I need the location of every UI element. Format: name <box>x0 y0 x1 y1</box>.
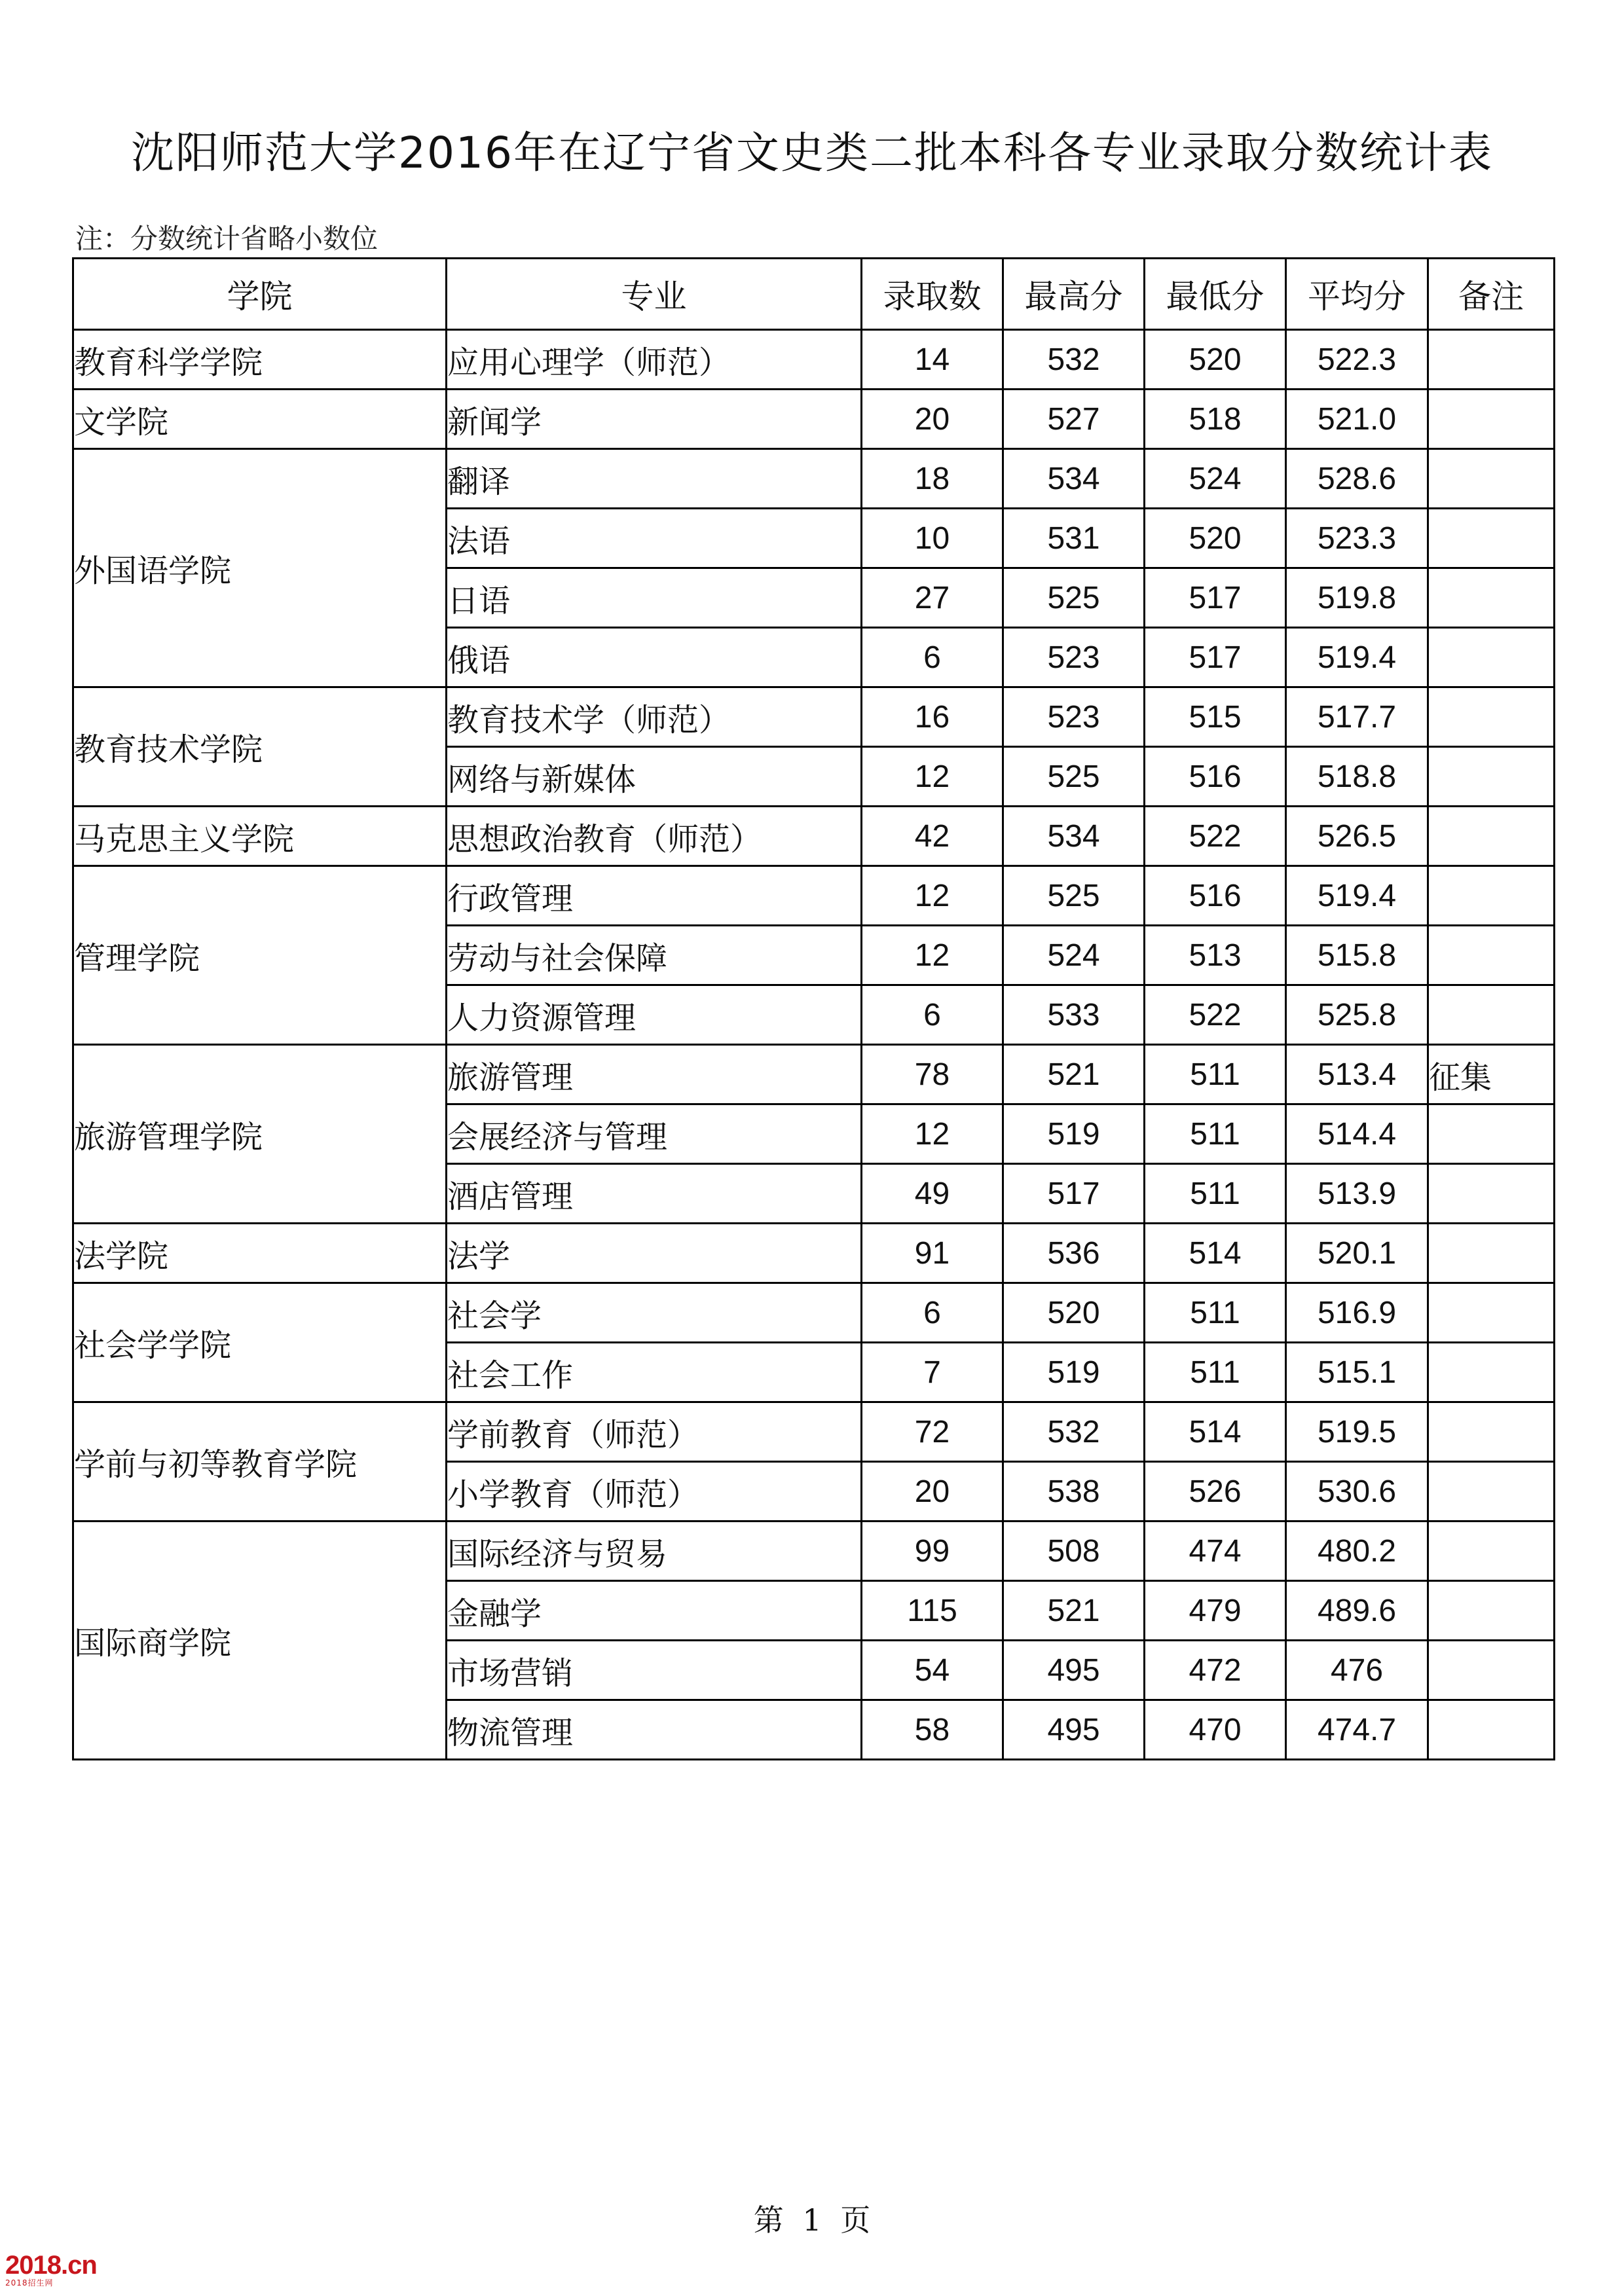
admitted-count-cell: 78 <box>862 1045 1003 1104</box>
remark-cell <box>1428 926 1555 985</box>
admitted-count-cell: 12 <box>862 1104 1003 1164</box>
remark-cell <box>1428 1402 1555 1462</box>
admission-score-table <box>72 257 1555 1760</box>
admitted-count-cell: 14 <box>862 330 1003 390</box>
avg-score-cell: 520.1 <box>1286 1224 1428 1283</box>
major-cell: 国际经济与贸易 <box>447 1522 862 1581</box>
admitted-count-cell: 54 <box>862 1641 1003 1700</box>
min-score-cell: 511 <box>1145 1343 1286 1402</box>
remark-cell <box>1428 1700 1555 1760</box>
table-row <box>73 1402 1555 1462</box>
college-cell: 文学院 <box>73 390 447 449</box>
major-cell: 学前教育（师范） <box>447 1402 862 1462</box>
max-score-cell: 508 <box>1003 1522 1145 1581</box>
major-cell: 俄语 <box>447 628 862 687</box>
avg-score-cell: 515.1 <box>1286 1343 1428 1402</box>
document-title: 沈阳师范大学2016年在辽宁省文史类二批本科各专业录取分数统计表 <box>131 128 1493 178</box>
admitted-count-cell: 99 <box>862 1522 1003 1581</box>
admitted-count-cell: 20 <box>862 1462 1003 1522</box>
table-row <box>73 1045 1555 1104</box>
avg-score-cell: 518.8 <box>1286 747 1428 807</box>
logo-main-text: 2018.cn <box>5 2251 97 2280</box>
min-score-cell: 520 <box>1145 330 1286 390</box>
college-cell: 马克思主义学院 <box>73 807 447 866</box>
major-cell: 行政管理 <box>447 866 862 926</box>
table-row <box>73 1283 1555 1343</box>
max-score-cell: 495 <box>1003 1700 1145 1760</box>
header-avg-score: 平均分 <box>1286 259 1428 330</box>
remark-cell <box>1428 509 1555 568</box>
major-cell: 旅游管理 <box>447 1045 862 1104</box>
max-score-cell: 531 <box>1003 509 1145 568</box>
min-score-cell: 515 <box>1145 687 1286 747</box>
admitted-count-cell: 18 <box>862 449 1003 509</box>
admitted-count-cell: 27 <box>862 568 1003 628</box>
admitted-count-cell: 42 <box>862 807 1003 866</box>
min-score-cell: 514 <box>1145 1224 1286 1283</box>
avg-score-cell: 515.8 <box>1286 926 1428 985</box>
remark-cell <box>1428 1522 1555 1581</box>
major-cell: 人力资源管理 <box>447 985 862 1045</box>
major-cell: 思想政治教育（师范） <box>447 807 862 866</box>
remark-cell <box>1428 985 1555 1045</box>
avg-score-cell: 522.3 <box>1286 330 1428 390</box>
table-row <box>73 687 1555 747</box>
remark-cell <box>1428 1641 1555 1700</box>
avg-score-cell: 480.2 <box>1286 1522 1428 1581</box>
admitted-count-cell: 49 <box>862 1164 1003 1224</box>
remark-cell <box>1428 1164 1555 1224</box>
avg-score-cell: 525.8 <box>1286 985 1428 1045</box>
avg-score-cell: 519.5 <box>1286 1402 1428 1462</box>
avg-score-cell: 521.0 <box>1286 390 1428 449</box>
major-cell: 会展经济与管理 <box>447 1104 862 1164</box>
max-score-cell: 523 <box>1003 687 1145 747</box>
header-major: 专业 <box>447 259 862 330</box>
max-score-cell: 519 <box>1003 1104 1145 1164</box>
admitted-count-cell: 6 <box>862 628 1003 687</box>
avg-score-cell: 474.7 <box>1286 1700 1428 1760</box>
min-score-cell: 514 <box>1145 1402 1286 1462</box>
college-cell: 教育科学学院 <box>73 330 447 390</box>
max-score-cell: 495 <box>1003 1641 1145 1700</box>
min-score-cell: 516 <box>1145 866 1286 926</box>
header-max-score: 最高分 <box>1003 259 1145 330</box>
min-score-cell: 526 <box>1145 1462 1286 1522</box>
major-cell: 社会学 <box>447 1283 862 1343</box>
admitted-count-cell: 12 <box>862 926 1003 985</box>
page-number: 第 1 页 <box>753 2202 871 2238</box>
table-row <box>73 449 1555 509</box>
max-score-cell: 532 <box>1003 1402 1145 1462</box>
table-row <box>73 390 1555 449</box>
table-row <box>73 1522 1555 1581</box>
major-cell: 物流管理 <box>447 1700 862 1760</box>
major-cell: 小学教育（师范） <box>447 1462 862 1522</box>
remark-cell: 征集 <box>1428 1045 1555 1104</box>
logo-sub-text: 2018招生网 <box>5 2278 54 2287</box>
remark-cell <box>1428 687 1555 747</box>
college-cell: 学前与初等教育学院 <box>73 1402 447 1522</box>
avg-score-cell: 514.4 <box>1286 1104 1428 1164</box>
major-cell: 法语 <box>447 509 862 568</box>
remark-cell <box>1428 390 1555 449</box>
max-score-cell: 534 <box>1003 807 1145 866</box>
avg-score-cell: 513.9 <box>1286 1164 1428 1224</box>
college-cell: 国际商学院 <box>73 1522 447 1760</box>
admitted-count-cell: 20 <box>862 390 1003 449</box>
avg-score-cell: 530.6 <box>1286 1462 1428 1522</box>
min-score-cell: 470 <box>1145 1700 1286 1760</box>
major-cell: 市场营销 <box>447 1641 862 1700</box>
major-cell: 劳动与社会保障 <box>447 926 862 985</box>
min-score-cell: 517 <box>1145 628 1286 687</box>
admitted-count-cell: 6 <box>862 985 1003 1045</box>
min-score-cell: 511 <box>1145 1283 1286 1343</box>
table-body <box>73 330 1555 1760</box>
major-cell: 金融学 <box>447 1581 862 1641</box>
major-cell: 新闻学 <box>447 390 862 449</box>
admitted-count-cell: 12 <box>862 866 1003 926</box>
avg-score-cell: 526.5 <box>1286 807 1428 866</box>
min-score-cell: 511 <box>1145 1164 1286 1224</box>
max-score-cell: 525 <box>1003 747 1145 807</box>
avg-score-cell: 517.7 <box>1286 687 1428 747</box>
table-row <box>73 330 1555 390</box>
remark-cell <box>1428 1224 1555 1283</box>
min-score-cell: 472 <box>1145 1641 1286 1700</box>
admitted-count-cell: 91 <box>862 1224 1003 1283</box>
max-score-cell: 524 <box>1003 926 1145 985</box>
max-score-cell: 523 <box>1003 628 1145 687</box>
major-cell: 网络与新媒体 <box>447 747 862 807</box>
note-text: 注：分数统计省略小数位 <box>75 223 378 255</box>
header-admitted: 录取数 <box>862 259 1003 330</box>
min-score-cell: 479 <box>1145 1581 1286 1641</box>
max-score-cell: 532 <box>1003 330 1145 390</box>
min-score-cell: 517 <box>1145 568 1286 628</box>
avg-score-cell: 519.4 <box>1286 628 1428 687</box>
college-cell: 教育技术学院 <box>73 687 447 807</box>
max-score-cell: 521 <box>1003 1045 1145 1104</box>
avg-score-cell: 519.4 <box>1286 866 1428 926</box>
max-score-cell: 520 <box>1003 1283 1145 1343</box>
max-score-cell: 533 <box>1003 985 1145 1045</box>
remark-cell <box>1428 628 1555 687</box>
remark-cell <box>1428 1283 1555 1343</box>
min-score-cell: 522 <box>1145 985 1286 1045</box>
table-row <box>73 866 1555 926</box>
max-score-cell: 538 <box>1003 1462 1145 1522</box>
header-college: 学院 <box>73 259 447 330</box>
college-cell: 外国语学院 <box>73 449 447 687</box>
admitted-count-cell: 58 <box>862 1700 1003 1760</box>
college-cell: 法学院 <box>73 1224 447 1283</box>
remark-cell <box>1428 568 1555 628</box>
major-cell: 社会工作 <box>447 1343 862 1402</box>
remark-cell <box>1428 1343 1555 1402</box>
major-cell: 法学 <box>447 1224 862 1283</box>
admitted-count-cell: 10 <box>862 509 1003 568</box>
min-score-cell: 518 <box>1145 390 1286 449</box>
avg-score-cell: 528.6 <box>1286 449 1428 509</box>
header-remark: 备注 <box>1428 259 1555 330</box>
major-cell: 日语 <box>447 568 862 628</box>
avg-score-cell: 513.4 <box>1286 1045 1428 1104</box>
min-score-cell: 522 <box>1145 807 1286 866</box>
header-min-score: 最低分 <box>1145 259 1286 330</box>
min-score-cell: 524 <box>1145 449 1286 509</box>
max-score-cell: 534 <box>1003 449 1145 509</box>
min-score-cell: 513 <box>1145 926 1286 985</box>
remark-cell <box>1428 747 1555 807</box>
remark-cell <box>1428 1462 1555 1522</box>
avg-score-cell: 523.3 <box>1286 509 1428 568</box>
min-score-cell: 474 <box>1145 1522 1286 1581</box>
admitted-count-cell: 6 <box>862 1283 1003 1343</box>
max-score-cell: 525 <box>1003 866 1145 926</box>
max-score-cell: 527 <box>1003 390 1145 449</box>
max-score-cell: 536 <box>1003 1224 1145 1283</box>
major-cell: 应用心理学（师范） <box>447 330 862 390</box>
remark-cell <box>1428 449 1555 509</box>
min-score-cell: 520 <box>1145 509 1286 568</box>
table-row <box>73 1224 1555 1283</box>
max-score-cell: 521 <box>1003 1581 1145 1641</box>
max-score-cell: 525 <box>1003 568 1145 628</box>
major-cell: 教育技术学（师范） <box>447 687 862 747</box>
table-header-row <box>73 259 1555 330</box>
avg-score-cell: 516.9 <box>1286 1283 1428 1343</box>
admitted-count-cell: 7 <box>862 1343 1003 1402</box>
remark-cell <box>1428 1104 1555 1164</box>
max-score-cell: 519 <box>1003 1343 1145 1402</box>
admitted-count-cell: 12 <box>862 747 1003 807</box>
remark-cell <box>1428 866 1555 926</box>
min-score-cell: 511 <box>1145 1045 1286 1104</box>
major-cell: 翻译 <box>447 449 862 509</box>
college-cell: 社会学学院 <box>73 1283 447 1402</box>
table-row <box>73 807 1555 866</box>
remark-cell <box>1428 1581 1555 1641</box>
remark-cell <box>1428 330 1555 390</box>
site-logo-watermark <box>5 2252 103 2291</box>
max-score-cell: 517 <box>1003 1164 1145 1224</box>
admitted-count-cell: 72 <box>862 1402 1003 1462</box>
college-cell: 管理学院 <box>73 866 447 1045</box>
admitted-count-cell: 16 <box>862 687 1003 747</box>
avg-score-cell: 489.6 <box>1286 1581 1428 1641</box>
min-score-cell: 511 <box>1145 1104 1286 1164</box>
admitted-count-cell: 115 <box>862 1581 1003 1641</box>
min-score-cell: 516 <box>1145 747 1286 807</box>
major-cell: 酒店管理 <box>447 1164 862 1224</box>
avg-score-cell: 476 <box>1286 1641 1428 1700</box>
college-cell: 旅游管理学院 <box>73 1045 447 1224</box>
remark-cell <box>1428 807 1555 866</box>
avg-score-cell: 519.8 <box>1286 568 1428 628</box>
